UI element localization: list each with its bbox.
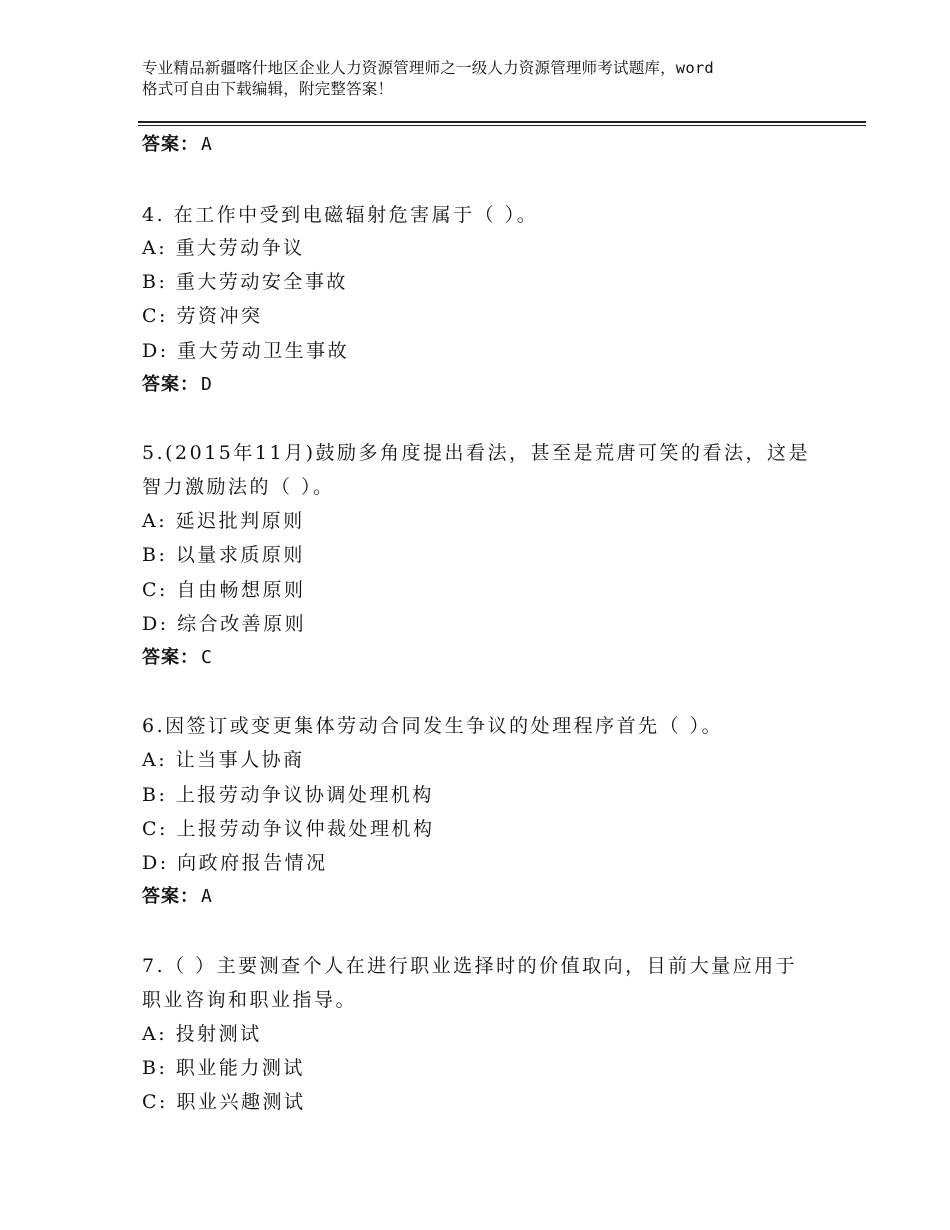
q5-option-d: D: 综合改善原则 bbox=[142, 613, 307, 635]
q5-answer bbox=[142, 643, 213, 669]
q6-answer bbox=[142, 882, 213, 908]
answer-label: 答案： bbox=[142, 886, 199, 907]
q7-stem-line-2: 职业咨询和职业指导。 bbox=[142, 989, 358, 1011]
q6-stem: 6.因签订或变更集体劳动合同发生争议的处理程序首先（ ）。 bbox=[142, 715, 724, 737]
q5-stem-line-2: 智力激励法的（ ）。 bbox=[142, 476, 335, 498]
header-line-1: 专业精品新疆喀什地区企业人力资源管理师之一级人力资源管理师考试题库，word bbox=[142, 59, 714, 77]
q6-option-b: B: 上报劳动争议协调处理机构 bbox=[142, 784, 434, 806]
answer-label: 答案： bbox=[142, 134, 199, 155]
header-rule-thin bbox=[138, 125, 866, 126]
q4-answer bbox=[142, 370, 213, 396]
q4-stem: 4. 在工作中受到电磁辐射危害属于（ ）。 bbox=[142, 204, 539, 226]
q6-option-a: A: 让当事人协商 bbox=[142, 749, 305, 771]
header-rule-thick bbox=[138, 121, 866, 123]
q7-option-b: B: 职业能力测试 bbox=[142, 1057, 305, 1079]
q4-option-b: B: 重大劳动安全事故 bbox=[142, 271, 348, 293]
q7-stem-line-1: 7.（ ）主要测查个人在进行职业选择时的价值取向，目前大量应用于 bbox=[142, 955, 798, 977]
q6-option-c: C: 上报劳动争议仲裁处理机构 bbox=[142, 818, 435, 840]
q6-option-d: D: 向政府报告情况 bbox=[142, 852, 328, 874]
answer-value: A bbox=[201, 886, 213, 907]
q4-option-c: C: 劳资冲突 bbox=[142, 305, 263, 327]
q4-option-a: A: 重大劳动争议 bbox=[142, 237, 305, 259]
q5-option-b: B: 以量求质原则 bbox=[142, 544, 305, 566]
q3-answer bbox=[142, 130, 213, 156]
answer-value: D bbox=[201, 374, 213, 395]
q7-option-a: A: 投射测试 bbox=[142, 1023, 262, 1045]
answer-value: C bbox=[201, 647, 213, 668]
header-line-2: 格式可自由下载编辑，附完整答案！ bbox=[142, 80, 394, 98]
answer-value: A bbox=[201, 134, 213, 155]
answer-label: 答案： bbox=[142, 647, 199, 668]
q5-option-c: C: 自由畅想原则 bbox=[142, 579, 306, 601]
q4-option-d: D: 重大劳动卫生事故 bbox=[142, 340, 350, 362]
q5-option-a: A: 延迟批判原则 bbox=[142, 510, 305, 532]
q7-option-c: C: 职业兴趣测试 bbox=[142, 1091, 306, 1113]
document-header bbox=[142, 58, 842, 100]
q5-stem-line-1: 5.(2015年11月)鼓励多角度提出看法，甚至是荒唐可笑的看法，这是 bbox=[142, 442, 810, 464]
answer-label: 答案： bbox=[142, 374, 199, 395]
